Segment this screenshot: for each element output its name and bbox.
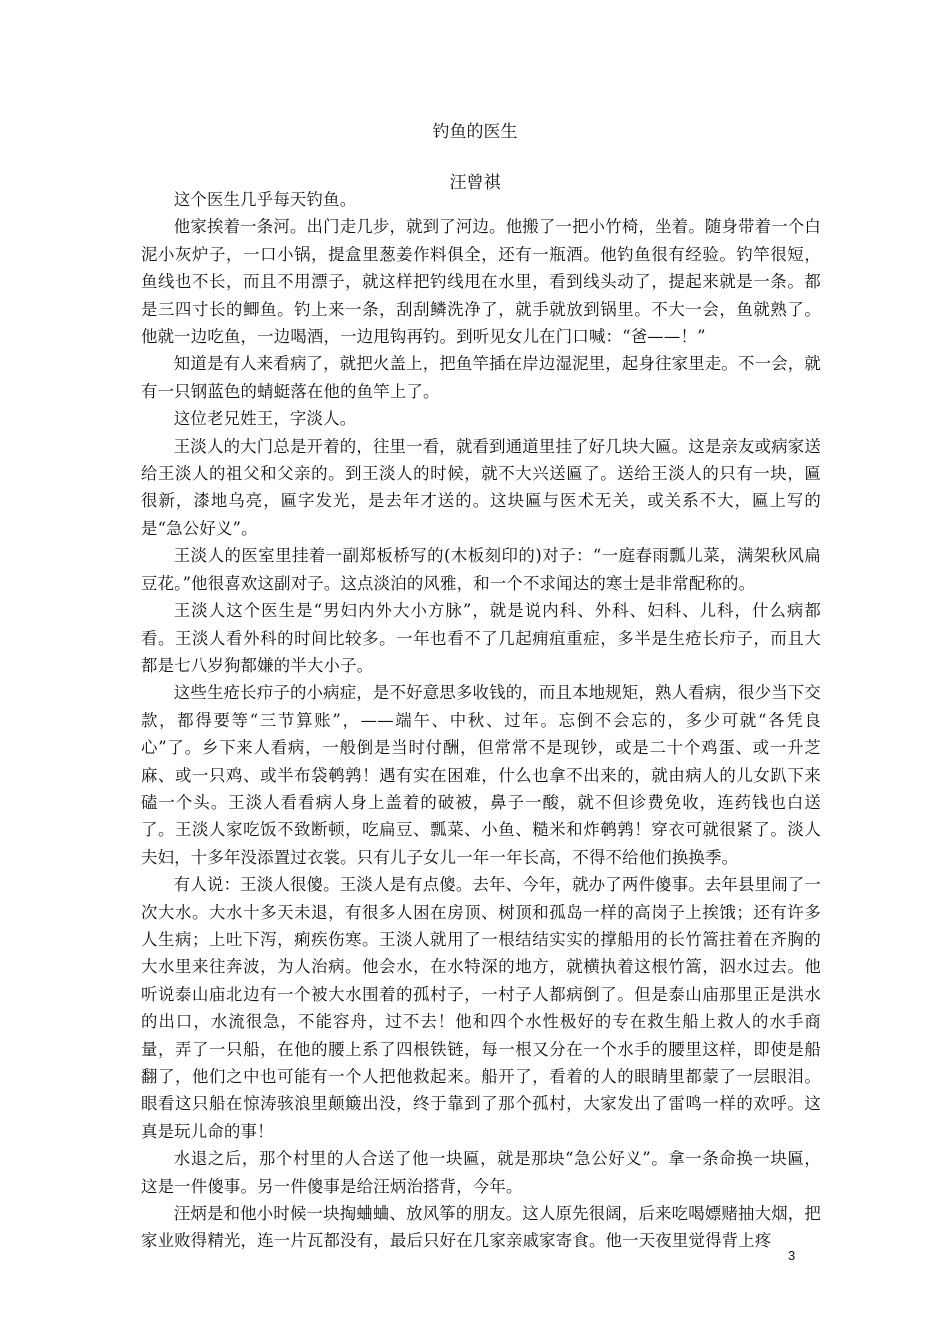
- document-author: 汪曾祺: [449, 173, 501, 193]
- paragraph: 这个医生几乎每天钓鱼。: [173, 190, 357, 209]
- paragraph: 有人说：王淡人很傻。王淡人是有点傻。去年、今年，就办了两件傻事。去年县里闹了一次大水。大水十多天未退，有很多人困在房顶、树顶和孤岛一样的高岗子上挨饿；还有许多人生病；上吐下泻，痢疾伤寒。王淡人就用了一根结结实实的撑船用的长竹篙拄着在齐胸的大水里来往奔波，为人治病。他会水，在水特深的地方，就横执着这根竹篙，泅水过去。他听说泰山庙北边有一个被大水围着的孤村子，一村子人都病倒了。但是泰山庙那里正是洪水的出口，水流很急，不能容舟，过不去！他和四个水性极好的专在救生船上救人的水手商量，弄了一只船，在他的腰上系了四根铁链，每一根又分在一个水手的腰里这样，即使是船翻了，他们之中也可能有一个人把他救起来。船开了，看着的人的眼睛里都蒙了一层眼泪。眼看这只船在惊涛骇浪里颠簸出没，终于靠到了那个孤村，大家发出了雷鸣一样的欢呼。这真是玩儿命的事！: [141, 875, 821, 1141]
- paragraph: 王淡人的大门总是开着的，往里一看，就看到通道里挂了好几块大匾。这是亲友或病家送给王淡人的祖父和父亲的。到王淡人的时候，就不大兴送匾了。送给王淡人的只有一块，匾很新，漆地乌亮，匾字发光，是去年才送的。这块匾与医术无关，或关系不大，匾上写的是“急公好义”。: [141, 436, 821, 538]
- document-body: [141, 186, 821, 1255]
- paragraph: 这位老兄姓王，字淡人。: [173, 409, 357, 429]
- document-title: 钓鱼的医生: [432, 122, 518, 142]
- paragraph: 王淡人的医室里挂着一副郑板桥写的(木板刻印的)对子：“一庭春雨瓢儿菜，满架秋风扁豆花。”他很喜欢这副对子。这点淡泊的风雅，和一个不求闻达的寒士是非常配称的。: [141, 546, 821, 593]
- paragraph: 这些生疮长疖子的小病症，是不好意思多收钱的，而且本地规矩，熟人看病，很少当下交款，都得要等“三节算账”，——端午、中秋、过年。忘倒不会忘的，多少可就“各凭良心”了。乡下来人看病，一般倒是当时付酬，但常常不是现钞，或是二十个鸡蛋、或一升芝麻、或一只鸡、或半布袋鹌鹑！遇有实在困难，什么也拿不出来的，就由病人的儿女趴下来磕一个头。王淡人看看病人身上盖着的破被，鼻子一酸，就不但诊费免收，连药钱也白送了。王淡人家吃饭不致断顿，吃扁豆、瓢菜、小鱼、糙米和炸鹌鹑！穿衣可就很紧了。淡人夫妇，十多年没添置过衣裳。只有儿子女儿一年一年长高，不得不给他们换换季。: [141, 683, 821, 867]
- paragraph: 他家挨着一条河。出门走几步，就到了河边。他搬了一把小竹椅，坐着。随身带着一个白泥小灰炉子，一口小锅，提盒里葱姜作料俱全，还有一瓶酒。他钓鱼很有经验。钓竿很短，鱼线也不长，而且不用漂子，就这样把钓线甩在水里，看到线头动了，提起来就是一条。都是三四寸长的鲫鱼。钓上来一条，刮刮鳞洗净了，就手就放到锅里。不大一会，鱼就熟了。他就一边吃鱼，一边喝酒，一边甩钩再钓。到听见女儿在门口喊：“爸——！”: [141, 217, 821, 347]
- paragraph: 汪炳是和他小时候一块掏蛐蛐、放风筝的朋友。这人原先很阔，后来吃喝嫖赌抽大烟，把家业败得精光，连一片瓦都没有，最后只好在几家亲戚家寄食。他一天夜里觉得背上疼: [141, 1204, 821, 1251]
- paragraph: 知道是有人来看病了，就把火盖上，把鱼竿插在岸边湿泥里，起身往家里走。不一会，就有一只钢蓝色的蜻蜓落在他的鱼竿上了。: [141, 354, 821, 401]
- page-number: 3: [788, 1248, 796, 1263]
- paragraph: 水退之后，那个村里的人合送了他一块匾，就是那块“急公好义”。拿一条命换一块匾，这是一件傻事。另一件傻事是给汪炳治搭背，今年。: [141, 1149, 821, 1196]
- paragraph: 王淡人这个医生是“男妇内外大小方脉”，就是说内科、外科、妇科、儿科，什么病都看。王淡人看外科的时间比较多。一年也看不了几起痈疽重症，多半是生疮长疖子，而且大都是七八岁狗都嫌的半大小子。: [141, 601, 821, 675]
